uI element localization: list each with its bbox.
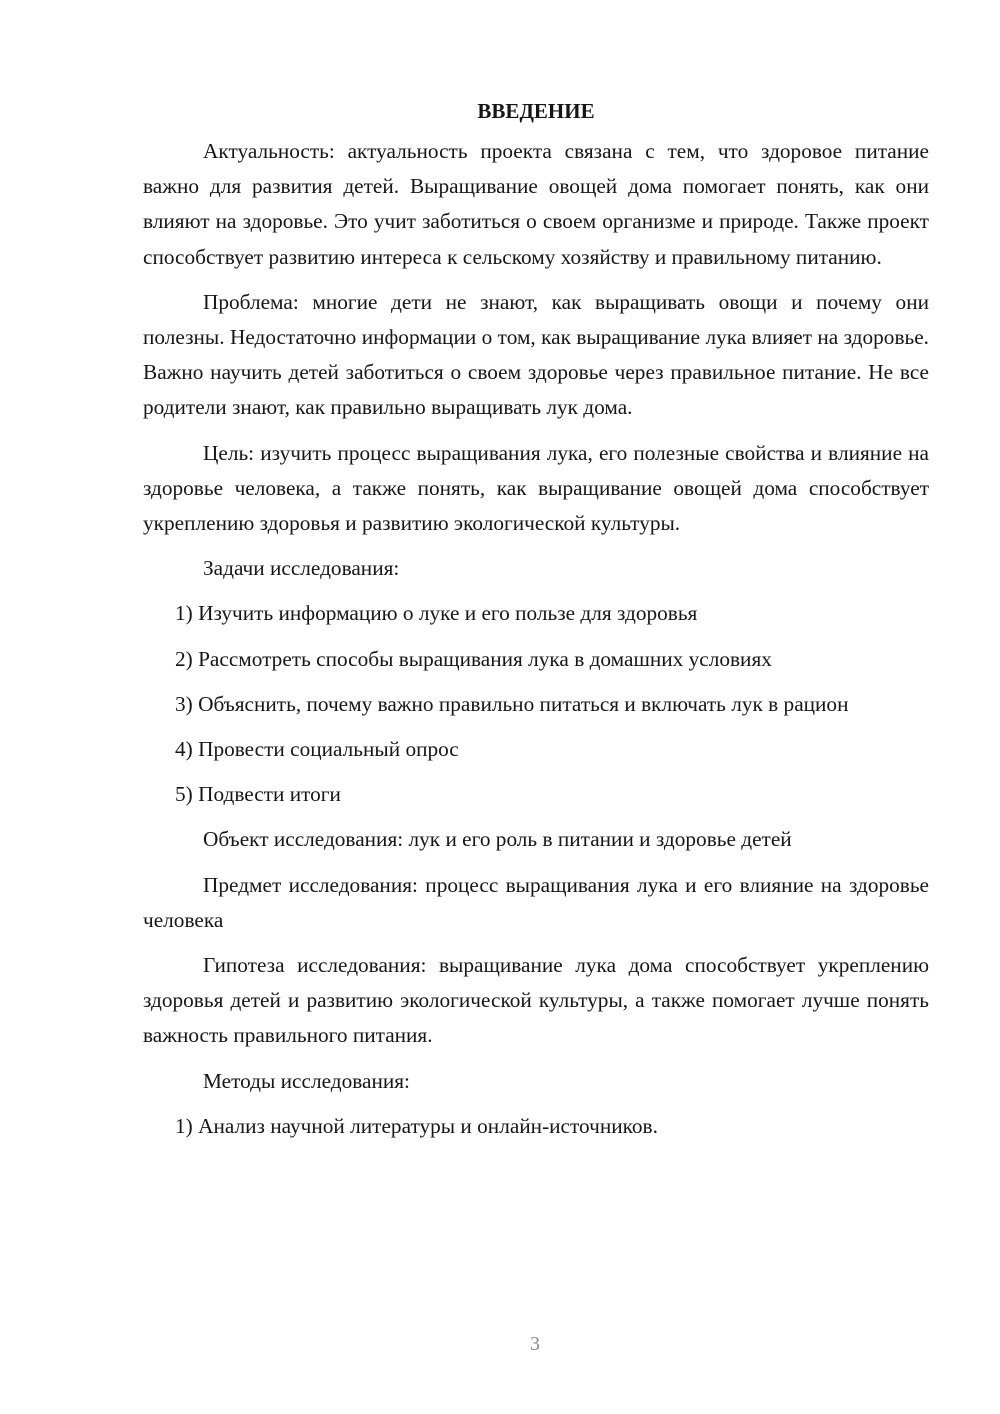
task-item-3: 3) Объяснить, почему важно правильно питаться и включать лук в рацион [175,691,849,716]
task-item-4: 4) Провести социальный опрос [175,737,459,762]
object-paragraph: Объект исследования: лук и его роль в питании и здоровье детей [203,827,792,852]
problem-paragraph: Проблема: многие дети не знают, как выращивать овощи и почему они полезны. Недостаточно информации о том, как выращивание лука влияет на здоровье. Важно научить детей заботиться о своем здоровье через правильное питание. Не все родители знают, как правильно выращивать лук дома. [143,289,929,420]
task-item-1: 1) Изучить информацию о луке и его пользе для здоровья [175,601,698,626]
hypothesis-paragraph: Гипотеза исследования: выращивание лука дома способствует укреплению здоровья детей и развитию экологической культуры, а также помогает лучше понять важность правильного питания. [143,953,929,1048]
task-item-2: 2) Рассмотреть способы выращивания лука в домашних условиях [175,646,772,671]
page-number: 3 [530,1333,540,1355]
methods-heading: Методы исследования: [203,1068,410,1093]
relevance-paragraph: Актуальность: актуальность проекта связана с тем, что здоровое питание важно для развития детей. Выращивание овощей дома помогает понять, как они влияют на здоровье. Это учит заботиться о своем организме и природе. Также проект способствует развитию интереса к сельскому хозяйству и правильному питанию. [143,139,929,269]
section-title: ВВЕДЕНИЕ [477,99,595,123]
method-item-1: 1) Анализ научной литературы и онлайн-источников. [175,1113,658,1138]
tasks-heading: Задачи исследования: [203,556,400,581]
subject-paragraph: Предмет исследования: процесс выращивания лука и его влияние на здоровье человека [143,872,929,932]
goal-paragraph: Цель: изучить процесс выращивания лука, его полезные свойства и влияние на здоровье человека, а также понять, как выращивание овощей дома способствует укреплению здоровья и развитию экологической культуры. [143,440,929,536]
task-item-5: 5) Подвести итоги [175,782,341,807]
document-page [143,96,929,1154]
